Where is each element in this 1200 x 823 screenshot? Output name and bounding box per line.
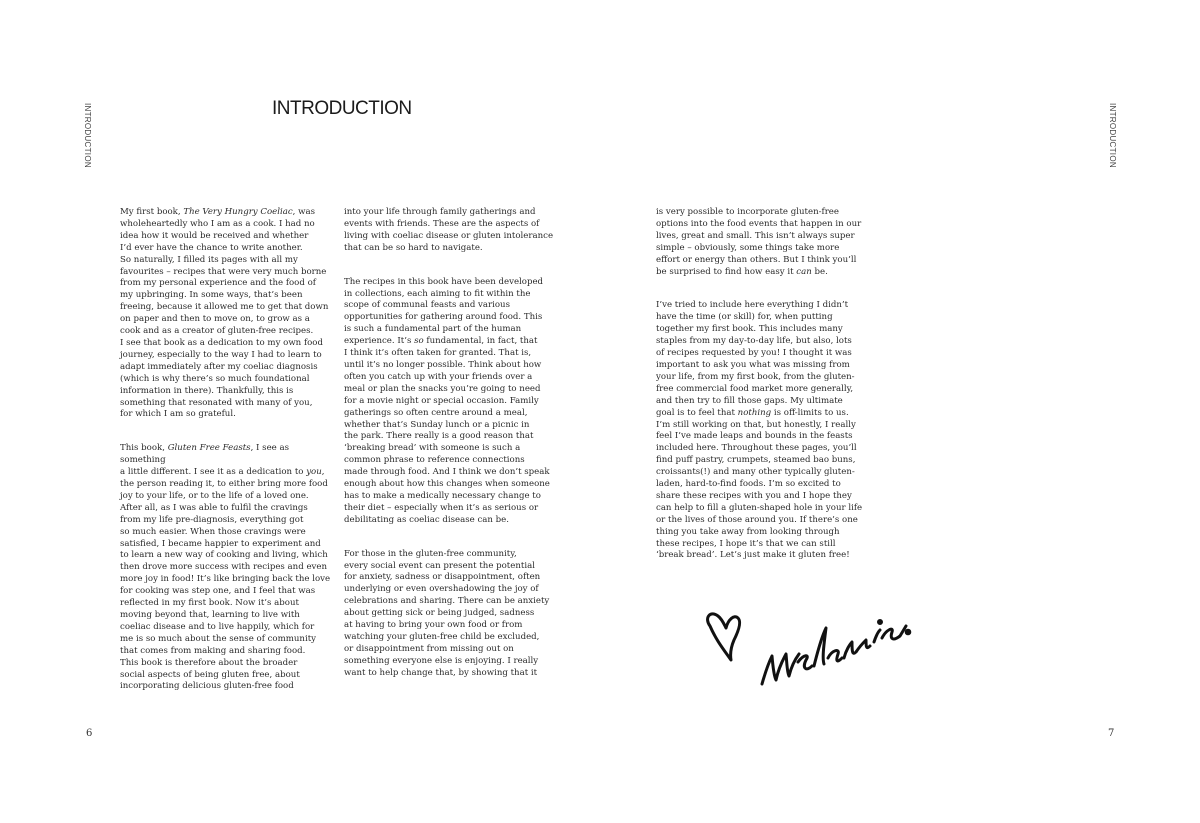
heart-icon [708, 614, 740, 660]
paragraph-text [656, 300, 871, 562]
text-run: I’ve tried to include here everything I didn’t have the time (or skill) for, when putting together my first book. This includes many staples from my day-to-day life, but also, lots of recipes requested by you! I thought it was important to ask you what was missing from your life, from my first book, from the gluten- free commercial food market more generally, and then try to fill those gaps. My ultimate goal is to feel that [656, 300, 855, 418]
text-run: This book, [120, 443, 168, 454]
paragraph-text [344, 277, 559, 527]
text-run: , was wholeheartedly who I am as a cook. I had no idea how it would be received and whether I’d ever have the chance to write another. So naturally, I filled its pages with all my favourites – recipes that were very much borne from my personal experience and the food of my upbringing. In some ways, that’s been freeing, because it allowed me to get that down on paper and then to move on, to grow as a cook and as a creator of gluten-free recipes. I see that book as a dedication to my own food journey, especially to the way I had to learn to adapt immediately after my coeliac diagnosis (which is why there’s so much foundational information in there). Thankfully, this is something that resonated with many of you, for which I am so grateful. [120, 207, 329, 420]
side-label-left: INTRODUCTION [83, 103, 92, 168]
signature [700, 602, 920, 694]
text-column-3 [656, 207, 871, 584]
text-run: fundamental, in fact, that I think it’s often taken for granted. That is, until it’s no longer possible. Think about how often you catch up with your friends over a meal or plan the snacks you’re going to need for a movie night or special occasion. Family gatherings so often centre around a meal, whether that’s Sunday lunch or a picnic in the park. There really is a good reason that ‘breaking bread’ with someone is such a common phrase to reference connections made through food. And I think we don’t speak enough about how this changes when someone has to make a medically necessary change to their diet – especially when it’s as serious or debilitating as coeliac disease can be. [344, 336, 550, 525]
paragraph [344, 277, 559, 527]
paragraph [120, 443, 335, 693]
text-run: is off-limits to us. I’m still working on that, but honestly, I really feel I’ve made leaps and bounds in the feasts included here. Throughout these pages, you’ll find puff pastry, crumpets, steamed bao buns, croissants(!) and many other typically gluten- laden, hard-to-find foods. I’m so excited to share these recipes with you and I hope they can help to fill a gluten-shaped hole in your life or the lives of those around you. If there’s one thing you take away from looking through these recipes, I hope it’s that we can still ‘break bread’. Let’s just make it gluten free! [656, 407, 863, 561]
paragraph [656, 300, 871, 562]
text-run: is very possible to incorporate gluten-free options into the food events that happen in our lives, great and small. This isn’t always super simple – obviously, some things take more effort or energy than others. But I think you’ll be surprised to find how easy it [656, 207, 862, 277]
text-column-2 [344, 207, 559, 702]
page-number-right: 7 [1108, 728, 1115, 739]
paragraph [656, 207, 871, 278]
emphasis-italic: so [414, 336, 424, 347]
paragraph-text [656, 207, 871, 278]
emphasis-italic: nothing [737, 407, 772, 418]
paragraph-text [120, 207, 335, 421]
paragraph: into your life through family gatherings and events with friends. These are the aspects of living with coeliac disease or gluten intolerance that can be so hard to navigate. [344, 207, 554, 253]
paragraph [120, 207, 335, 421]
paragraph-text [120, 443, 335, 693]
emphasis-italic: you [306, 467, 322, 478]
book-title-italic: Gluten Free Feasts [167, 443, 251, 454]
book-title-italic: The Very Hungry Coeliac [183, 207, 293, 217]
paragraph: For those in the gluten-free community, every social event can present the potential for anxiety, sadness or disappointment, often underlying or even overshadowing the joy of celebrations and sharing. There can be anxiety about getting sick or being judged, sadness at having to bring your own food or from watching your gluten-free child be excluded, or disappointment from missing out on something everyone else is enjoying. I really want to help change that, by showing that it [344, 548, 550, 678]
side-label-right: INTRODUCTION [1108, 103, 1117, 168]
text-column-1 [120, 207, 335, 715]
page-number-left: 6 [86, 728, 93, 739]
text-run: The recipes in this book have been developed in collections, each aiming to fit within the scope of communal feasts and various opportunities for gathering around food. This is such a fundamental part of the human experience. It’s [344, 276, 544, 347]
text-run: be. [811, 266, 828, 277]
text-run: , I see as something a little different. I see it as a dedication to [120, 443, 304, 478]
text-run: , the person reading it, to either bring more food joy to your life, or to the life of a loved one. After all, as I was able to fulfil the cravings from my life pre-diagnosis, everything got so much easier. When those cravings were satisfied, I became happier to experiment and to learn a new way of cooking and living, which then drove more success with recipes and even more joy in food! It’s like bringing back the love for cooking was step one, and I feel that was reflected in my first book. Now it’s about moving beyond that, learning to live with coeliac disease and to live happily, which for me is so much about the sense of community that comes from making and sharing food. This book is therefore about the broader social aspects of being gluten free, about incorporating delicious gluten-free food [120, 467, 331, 692]
text-run: My first book, [120, 207, 184, 217]
emphasis-italic: can [796, 266, 812, 277]
page-title: INTRODUCTION [272, 98, 412, 119]
